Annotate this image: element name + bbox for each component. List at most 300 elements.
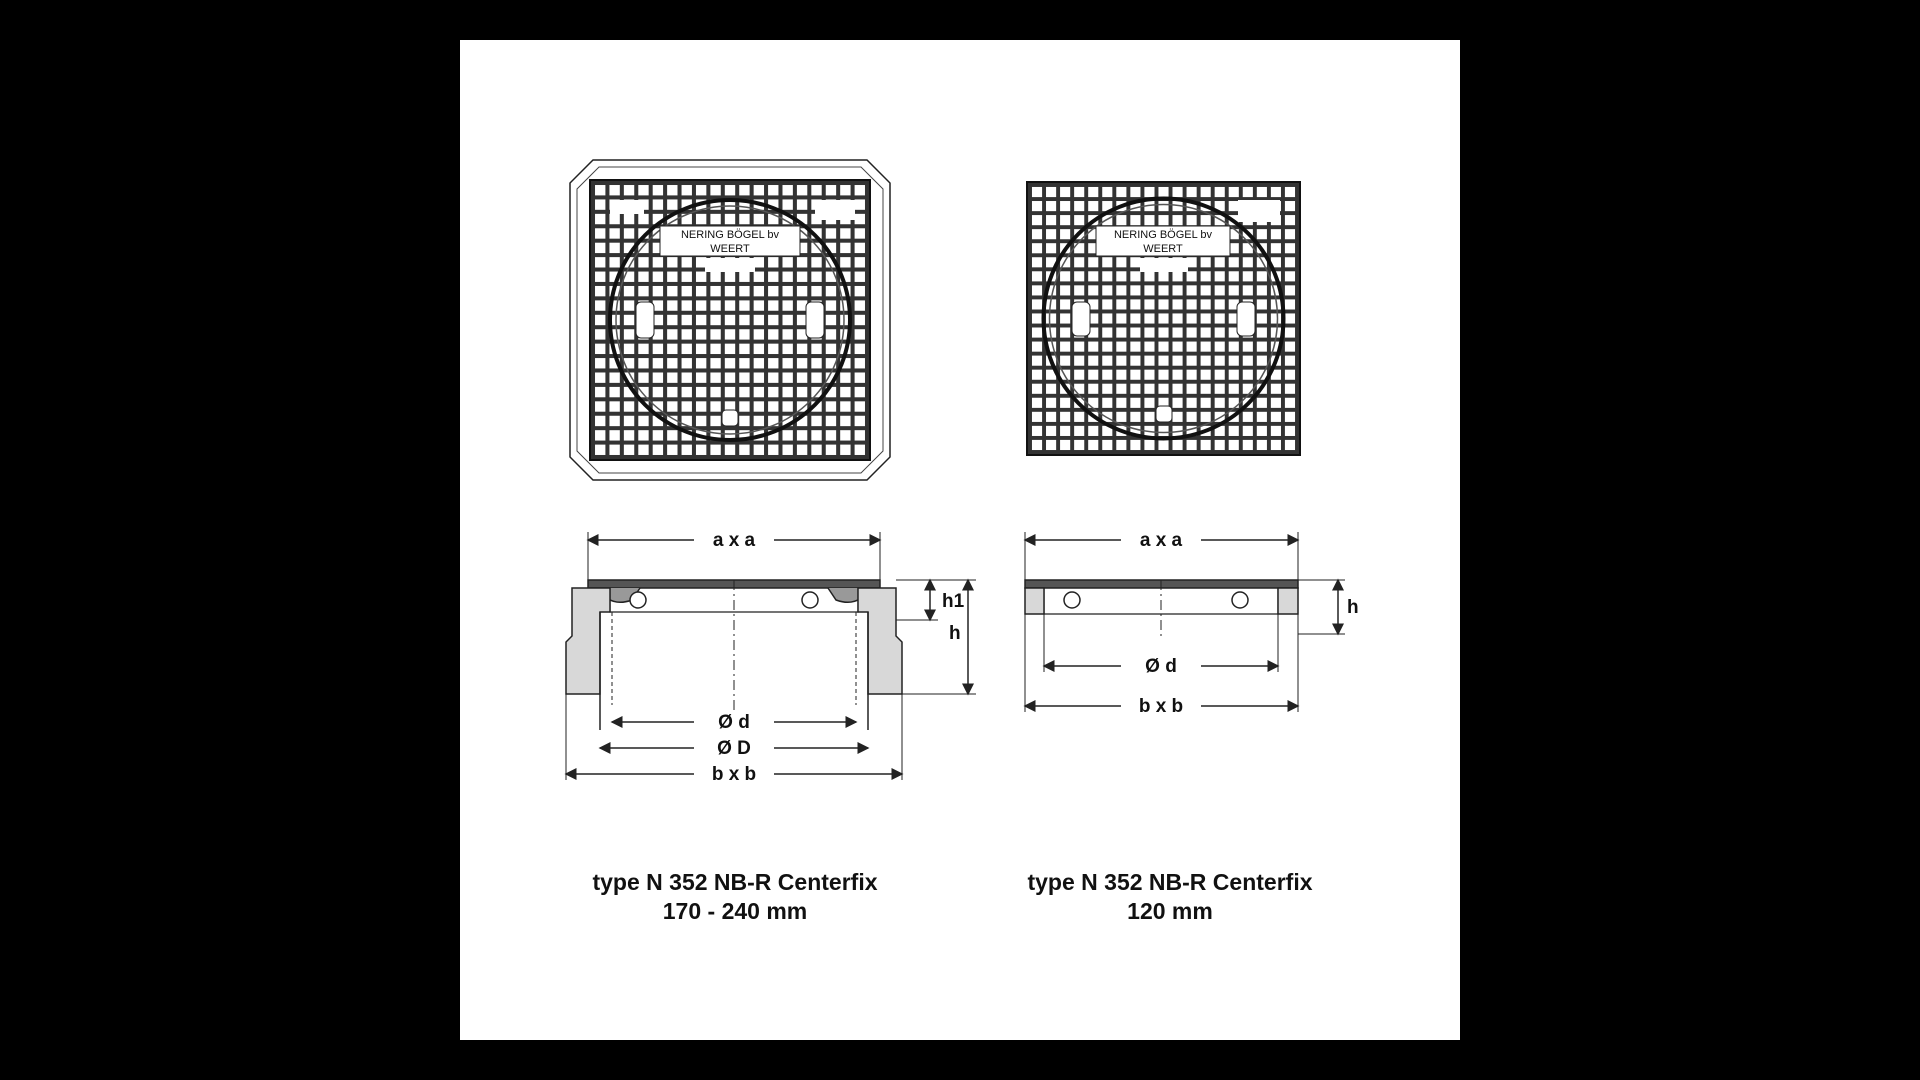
grating-cell [1088,271,1098,281]
grating-cell [1116,384,1126,394]
grating-cell [595,344,605,354]
grating-cell [667,401,677,411]
grating-cell [725,185,735,195]
grating-cell [1032,243,1042,253]
grating-cell [609,228,619,238]
grating-cell [624,185,634,195]
grating-cell [653,387,663,397]
grating-cell [595,445,605,455]
grating-cell [1102,257,1112,267]
grating-cell [682,445,692,455]
right-dim-bottom: b x b [1138,696,1184,717]
grating-cell [682,358,692,368]
grating-cell [855,387,865,397]
grating-cell [1243,356,1253,366]
grating-cell [1130,299,1140,309]
grating-cell [595,430,605,440]
grating-cell [797,286,807,296]
grating-cell [768,445,778,455]
grating-cell [710,286,720,296]
grating-cell [1088,426,1098,436]
grating-cell [739,416,749,426]
grating-cell [855,416,865,426]
grating-cell [1102,398,1112,408]
grating-cell [1060,398,1070,408]
right-lug-bottom [1156,406,1172,422]
grating-cell [1243,412,1253,422]
grating-cell [1074,426,1084,436]
grating-cell [725,372,735,382]
grating-cell [1130,313,1140,323]
grating-cell [782,372,792,382]
grating-cell [1144,299,1154,309]
grating-cell [1060,342,1070,352]
grating-cell [595,228,605,238]
grating-cell [1243,271,1253,281]
grating-cell [710,315,720,325]
right-plan-view [1027,182,1300,455]
grating-cell [754,214,764,224]
left-dim-inner: Ø d [718,712,750,733]
grating-cell [710,358,720,368]
grating-cell [696,372,706,382]
grating-cell [1243,187,1253,197]
grating-cell [768,329,778,339]
grating-cell [609,214,619,224]
grating-cell [682,372,692,382]
grating-cell [1201,440,1211,450]
grating-cell [1144,384,1154,394]
grating-cell [1144,440,1154,450]
grating-cell [1257,229,1267,239]
grating-cell [1285,187,1295,197]
grating-cell [725,387,735,397]
grating-cell [1102,384,1112,394]
grating-cell [1074,187,1084,197]
grating-cell [1229,342,1239,352]
grating-cell [840,445,850,455]
grating-cell [1215,370,1225,380]
grating-cell [609,257,619,267]
grating-cell [696,300,706,310]
grating-cell [1060,299,1070,309]
grating-cell [624,401,634,411]
grating-cell [1074,440,1084,450]
grating-cell [710,329,720,339]
grating-cell [653,445,663,455]
grating-cell [725,300,735,310]
grating-cell [1144,356,1154,366]
grating-cell [638,387,648,397]
grating-cell [811,445,821,455]
grating-cell [624,214,634,224]
grating-cell [754,344,764,354]
grating-cell [1032,327,1042,337]
grating-cell [1144,370,1154,380]
grating-cell [826,401,836,411]
grating-cell [595,329,605,339]
grating-cell [1257,187,1267,197]
grating-cell [1144,327,1154,337]
grating-cell [768,315,778,325]
drawing-sheet [460,40,1460,1040]
grating-cell [638,272,648,282]
left-dim-h1: h1 [942,591,965,612]
grating-cell [595,358,605,368]
left-concrete-right [858,588,902,694]
grating-cell [811,387,821,397]
grating-cell [1187,187,1197,197]
grating-cell [1201,398,1211,408]
grating-cell [1046,243,1056,253]
grating-cell [1201,257,1211,267]
grating-cell [1032,426,1042,436]
grating-cell [855,430,865,440]
grating-cell [826,185,836,195]
grating-cell [1116,257,1126,267]
grating-cell [782,199,792,209]
grating-cell [725,445,735,455]
grating-cell [1144,271,1154,281]
grating-cell [1215,356,1225,366]
grating-cell [653,401,663,411]
grating-cell [595,286,605,296]
grating-cell [1257,271,1267,281]
grating-cell [855,272,865,282]
grating-cell [1158,201,1168,211]
grating-cell [1271,384,1281,394]
grating-cell [682,387,692,397]
grating-cell [609,372,619,382]
grating-cell [595,243,605,253]
grating-cell [811,286,821,296]
grating-cell [1257,342,1267,352]
grating-cell [811,243,821,253]
grating-cell [1088,370,1098,380]
grating-cell [1158,299,1168,309]
grating-cell [1172,370,1182,380]
grating-cell [1187,412,1197,422]
right-caption-title: type N 352 NB-R Centerfix [1027,869,1313,895]
grating-cell [1158,384,1168,394]
grating-cell [1032,271,1042,281]
grating-cell [1201,384,1211,394]
grating-cell [1130,356,1140,366]
grating-cell [840,372,850,382]
grating-cell [1201,299,1211,309]
grating-cell [1187,285,1197,295]
grating-cell [1130,384,1140,394]
grating-cell [1144,215,1154,225]
grating-cell [754,372,764,382]
grating-cell [855,185,865,195]
grating-cell [1271,243,1281,253]
grating-cell [1243,426,1253,436]
grating-cell [1130,327,1140,337]
left-lug-right [806,302,824,338]
grating-cell [1074,215,1084,225]
grating-cell [1046,412,1056,422]
grating-cell [1158,370,1168,380]
grating-cell [1032,257,1042,267]
grating-cell [1046,384,1056,394]
grating-cell [1032,398,1042,408]
grating-cell [1116,342,1126,352]
grating-cell [1060,412,1070,422]
grating-cell [811,372,821,382]
grating-cell [710,372,720,382]
grating-cell [1172,271,1182,281]
grating-cell [1271,187,1281,197]
grating-cell [768,185,778,195]
grating-cell [1229,384,1239,394]
grating-cell [1229,271,1239,281]
grating-cell [1271,398,1281,408]
grating-cell [1116,285,1126,295]
grating-cell [855,214,865,224]
grating-cell [710,387,720,397]
right-plate-line2: WEERT [1143,243,1183,255]
grating-cell [1130,215,1140,225]
grating-cell [1187,342,1197,352]
grating-cell [739,358,749,368]
grating-cell [682,315,692,325]
grating-cell [1257,356,1267,366]
grating-cell [609,243,619,253]
grating-cell [1130,187,1140,197]
grating-cell [1046,398,1056,408]
grating-cell [638,372,648,382]
grating-cell [1046,215,1056,225]
grating-cell [1130,440,1140,450]
grating-cell [739,344,749,354]
grating-cell [768,387,778,397]
grating-cell [1243,257,1253,267]
grating-cell [1172,215,1182,225]
grating-cell [739,300,749,310]
grating-cell [1172,342,1182,352]
grating-cell [1130,412,1140,422]
grating-cell [1116,440,1126,450]
grating-cell [811,430,821,440]
grating-cell [855,315,865,325]
grating-cell [595,214,605,224]
grating-cell [1285,356,1295,366]
grating-cell [782,387,792,397]
grating-cell [1285,327,1295,337]
grating-cell [725,329,735,339]
grating-cell [682,272,692,282]
grating-cell [1102,356,1112,366]
grating-cell [1285,398,1295,408]
grating-cell [1243,440,1253,450]
grating-cell [811,272,821,282]
grating-cell [1158,327,1168,337]
grating-cell [710,401,720,411]
right-caption-size: 120 mm [1127,898,1213,924]
grating-cell [667,358,677,368]
grating-cell [595,272,605,282]
right-caption [960,868,1380,926]
grating-cell [1201,313,1211,323]
grating-cell [739,329,749,339]
grating-cell [638,416,648,426]
grating-cell [710,300,720,310]
grating-cell [1257,285,1267,295]
grating-cell [768,257,778,267]
grating-cell [811,257,821,267]
grating-cell [797,358,807,368]
grating-cell [1060,327,1070,337]
grating-cell [1229,201,1239,211]
grating-cell [782,401,792,411]
grating-cell [1116,313,1126,323]
grating-cell [1187,370,1197,380]
grating-cell [782,300,792,310]
grating-cell [682,185,692,195]
grating-cell [782,358,792,368]
grating-cell [624,286,634,296]
grating-cell [754,329,764,339]
grating-cell [667,344,677,354]
grating-cell [1032,201,1042,211]
grating-cell [1060,426,1070,436]
grating-cell [1271,440,1281,450]
grating-cell [667,199,677,209]
grating-cell [1215,299,1225,309]
grating-cell [1074,285,1084,295]
grating-cell [840,243,850,253]
grating-cell [1172,356,1182,366]
right-lug-left [1072,302,1090,336]
grating-cell [1285,243,1295,253]
grating-cell [1102,313,1112,323]
grating-cell [855,372,865,382]
grating-cell [1243,285,1253,295]
grating-cell [840,387,850,397]
grating-cell [696,286,706,296]
left-caption-title: type N 352 NB-R Centerfix [592,869,878,895]
grating-cell [1172,398,1182,408]
grating-cell [1060,440,1070,450]
grating-cell [1032,285,1042,295]
grating-cell [855,243,865,253]
grating-cell [653,344,663,354]
grating-cell [1172,299,1182,309]
grating-cell [710,185,720,195]
grating-cell [1046,229,1056,239]
grating-cell [768,300,778,310]
grating-cell [1060,271,1070,281]
grating-cell [1243,370,1253,380]
grating-cell [696,185,706,195]
grating-cell [1060,229,1070,239]
grating-cell [682,344,692,354]
grating-cell [782,257,792,267]
grating-cell [855,286,865,296]
left-lug-bottom [722,410,738,426]
grating-cell [1285,440,1295,450]
grating-cell [595,401,605,411]
grating-cell [1285,271,1295,281]
grating-cell [1243,342,1253,352]
grating-cell [739,387,749,397]
grating-cell [1257,426,1267,436]
grating-cell [1088,285,1098,295]
grating-cell [1102,342,1112,352]
grating-cell [1046,201,1056,211]
grating-cell [725,272,735,282]
grating-cell [811,344,821,354]
left-caption [525,868,945,926]
grating-cell [638,257,648,267]
grating-cell [1102,327,1112,337]
grating-cell [1172,384,1182,394]
grating-cell [797,344,807,354]
grating-cell [797,387,807,397]
grating-cell [1158,271,1168,281]
grating-cell [696,358,706,368]
grating-cell [739,272,749,282]
grating-cell [1074,201,1084,211]
grating-cell [840,228,850,238]
grating-cell [624,344,634,354]
grating-cell [638,445,648,455]
grating-cell [1060,356,1070,366]
grating-cell [826,228,836,238]
grating-cell [653,372,663,382]
grating-cell [609,430,619,440]
grating-cell [1116,187,1126,197]
grating-cell [754,286,764,296]
grating-cell [1285,313,1295,323]
grating-cell [624,315,634,325]
grating-cell [826,329,836,339]
grating-cell [1102,370,1112,380]
grating-cell [710,214,720,224]
grating-cell [1215,398,1225,408]
grating-cell [1116,412,1126,422]
grating-cell [855,445,865,455]
grating-cell [667,445,677,455]
grating-cell [682,257,692,267]
grating-cell [782,272,792,282]
grating-cell [1144,342,1154,352]
grating-cell [696,257,706,267]
grating-cell [725,214,735,224]
grating-cell [1187,271,1197,281]
grating-cell [595,199,605,209]
grating-cell [1130,257,1140,267]
grating-cell [1257,327,1267,337]
grating-cell [1187,384,1197,394]
grating-cell [855,257,865,267]
grating-cell [1060,201,1070,211]
grating-cell [1201,327,1211,337]
right-concrete-right [1278,588,1298,614]
grating-cell [638,185,648,195]
grating-cell [1158,285,1168,295]
grating-cell [1130,271,1140,281]
grating-cell [1187,257,1197,267]
grating-cell [1229,356,1239,366]
grating-cell [1116,356,1126,366]
grating-cell [682,401,692,411]
grating-cell [1229,285,1239,295]
grating-cell [1088,384,1098,394]
grating-cell [1060,215,1070,225]
grating-cell [1060,313,1070,323]
